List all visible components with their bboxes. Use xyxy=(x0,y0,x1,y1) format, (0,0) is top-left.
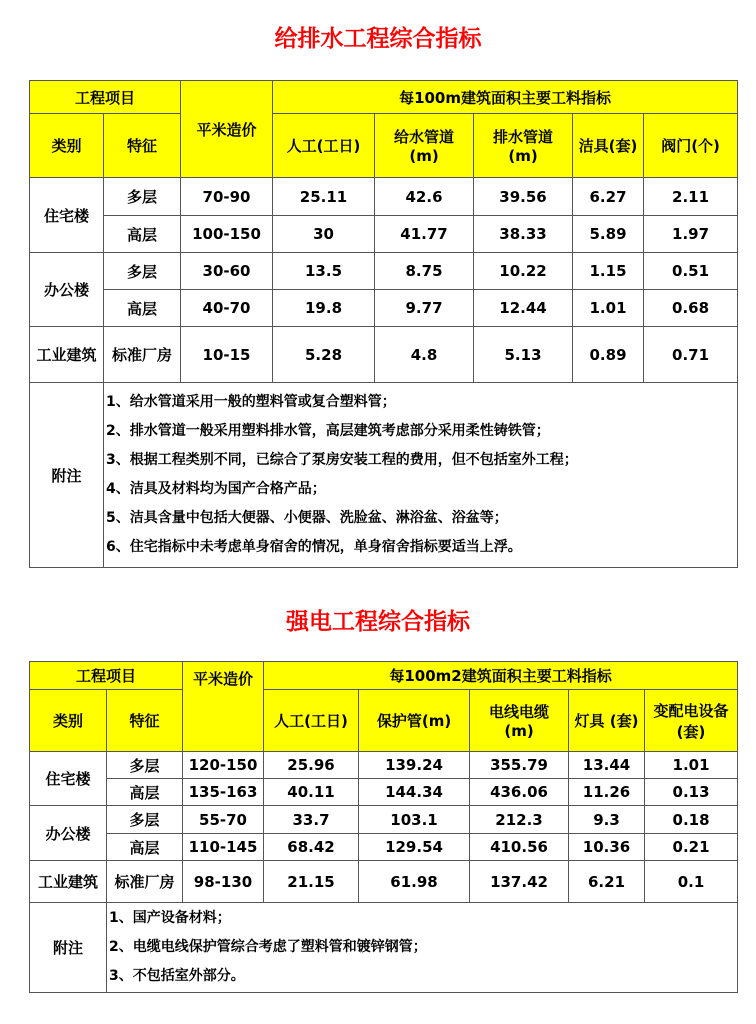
value-cell: 9.3 xyxy=(569,806,645,834)
value-cell: 8.75 xyxy=(375,253,474,290)
value-cell: 13.44 xyxy=(569,752,645,779)
value-cell: 11.26 xyxy=(569,779,645,806)
note-item: 3、不包括室外部分。 xyxy=(109,968,245,984)
header-feature: 特征 xyxy=(107,690,183,752)
note-item: 4、洁具及材料均为国产合格产品； xyxy=(106,481,326,497)
note-item: 6、住宅指标中未考虑单身宿舍的情况，单身宿舍指标要适当上浮。 xyxy=(106,539,522,555)
header-feature: 特征 xyxy=(104,114,181,178)
value-cell: 1.97 xyxy=(644,216,738,253)
value-cell: 21.15 xyxy=(264,861,359,903)
feature-cell: 标准厂房 xyxy=(104,327,181,383)
feature-cell: 多层 xyxy=(104,253,181,290)
notes-cell xyxy=(104,383,738,568)
header-price: 平米造价 xyxy=(181,81,273,178)
table-row xyxy=(30,806,738,834)
power-title: 强电工程综合指标 xyxy=(286,609,470,635)
power-indicator-table xyxy=(29,661,738,993)
value-cell: 39.56 xyxy=(474,178,573,216)
header-col-drain-pipe: 排水管道 (m) xyxy=(474,114,573,178)
notes-row xyxy=(30,903,738,993)
header-col-fixtures: 洁具(套) xyxy=(573,114,644,178)
table-row xyxy=(30,327,738,383)
value-cell: 137.42 xyxy=(470,861,569,903)
table-row xyxy=(30,290,738,327)
price-cell: 10-15 xyxy=(181,327,273,383)
feature-cell: 高层 xyxy=(104,290,181,327)
price-cell: 70-90 xyxy=(181,178,273,216)
note-item: 1、给水管道采用一般的塑料管或复合塑料管； xyxy=(106,394,396,410)
note-item: 2、电缆电线保护管综合考虑了塑料管和镀锌钢管； xyxy=(109,939,427,955)
value-cell: 212.3 xyxy=(470,806,569,834)
feature-cell: 多层 xyxy=(104,178,181,216)
value-cell: 144.34 xyxy=(359,779,470,806)
table-row xyxy=(30,216,738,253)
notes-row xyxy=(30,383,738,568)
header-category: 类别 xyxy=(30,690,107,752)
header-col-labor: 人工(工日) xyxy=(264,690,359,752)
header-category: 类别 xyxy=(30,114,104,178)
notes-label: 附注 xyxy=(30,383,104,568)
value-cell: 38.33 xyxy=(474,216,573,253)
header-price: 平米造价 xyxy=(183,662,264,752)
category-cell: 办公楼 xyxy=(30,253,104,327)
value-cell: 0.21 xyxy=(645,834,738,861)
value-cell: 5.13 xyxy=(474,327,573,383)
feature-cell: 多层 xyxy=(107,806,183,834)
price-cell: 100-150 xyxy=(181,216,273,253)
value-cell: 5.89 xyxy=(573,216,644,253)
value-cell: 13.5 xyxy=(273,253,375,290)
feature-cell: 高层 xyxy=(107,779,183,806)
value-cell: 0.71 xyxy=(644,327,738,383)
value-cell: 42.6 xyxy=(375,178,474,216)
value-cell: 410.56 xyxy=(470,834,569,861)
value-cell: 0.89 xyxy=(573,327,644,383)
category-cell: 住宅楼 xyxy=(30,178,104,253)
value-cell: 6.27 xyxy=(573,178,644,216)
price-cell: 135-163 xyxy=(183,779,264,806)
price-cell: 98-130 xyxy=(183,861,264,903)
value-cell: 139.24 xyxy=(359,752,470,779)
value-cell: 10.22 xyxy=(474,253,573,290)
feature-cell: 多层 xyxy=(107,752,183,779)
note-item: 2、排水管道一般采用塑料排水管，高层建筑考虑部分采用柔性铸铁管； xyxy=(106,423,550,439)
table-row xyxy=(30,861,738,903)
value-cell: 1.01 xyxy=(573,290,644,327)
header-col-cable: 电线电缆 (m) xyxy=(470,690,569,752)
value-cell: 6.21 xyxy=(569,861,645,903)
header-project: 工程项目 xyxy=(30,81,181,114)
price-cell: 30-60 xyxy=(181,253,273,290)
header-col-substation: 变配电设备 (套) xyxy=(645,690,738,752)
category-cell: 工业建筑 xyxy=(30,327,104,383)
value-cell: 30 xyxy=(273,216,375,253)
price-cell: 120-150 xyxy=(183,752,264,779)
value-cell: 40.11 xyxy=(264,779,359,806)
header-project: 工程项目 xyxy=(30,662,183,690)
value-cell: 0.13 xyxy=(645,779,738,806)
feature-cell: 高层 xyxy=(104,216,181,253)
value-cell: 4.8 xyxy=(375,327,474,383)
notes-label: 附注 xyxy=(30,903,107,993)
value-cell: 2.11 xyxy=(644,178,738,216)
value-cell: 61.98 xyxy=(359,861,470,903)
header-col-valves: 阀门(个) xyxy=(644,114,738,178)
table-row xyxy=(30,253,738,290)
header-col-conduit: 保护管(m) xyxy=(359,690,470,752)
header-indicator-group: 每100m2建筑面积主要工料指标 xyxy=(264,662,738,690)
value-cell: 129.54 xyxy=(359,834,470,861)
table-row xyxy=(30,834,738,861)
value-cell: 33.7 xyxy=(264,806,359,834)
note-item: 1、国产设备材料； xyxy=(109,910,231,926)
value-cell: 0.18 xyxy=(645,806,738,834)
feature-cell: 标准厂房 xyxy=(107,861,183,903)
notes-cell xyxy=(107,903,738,993)
category-cell: 住宅楼 xyxy=(30,752,107,806)
value-cell: 25.11 xyxy=(273,178,375,216)
value-cell: 0.68 xyxy=(644,290,738,327)
header-col-lamps: 灯具 (套) xyxy=(569,690,645,752)
price-cell: 55-70 xyxy=(183,806,264,834)
value-cell: 103.1 xyxy=(359,806,470,834)
value-cell: 0.1 xyxy=(645,861,738,903)
value-cell: 10.36 xyxy=(569,834,645,861)
value-cell: 41.77 xyxy=(375,216,474,253)
table-row xyxy=(30,752,738,779)
note-item: 3、根据工程类别不同，已综合了泵房安装工程的费用，但不包括室外工程； xyxy=(106,452,578,468)
table-row xyxy=(30,178,738,216)
water-indicator-table xyxy=(29,80,738,568)
value-cell: 9.77 xyxy=(375,290,474,327)
value-cell: 1.15 xyxy=(573,253,644,290)
water-title: 给排水工程综合指标 xyxy=(274,26,482,52)
feature-cell: 高层 xyxy=(107,834,183,861)
value-cell: 436.06 xyxy=(470,779,569,806)
value-cell: 5.28 xyxy=(273,327,375,383)
value-cell: 25.96 xyxy=(264,752,359,779)
value-cell: 68.42 xyxy=(264,834,359,861)
value-cell: 12.44 xyxy=(474,290,573,327)
note-item: 5、洁具含量中包括大便器、小便器、洗脸盆、淋浴盆、浴盆等； xyxy=(106,510,508,526)
value-cell: 19.8 xyxy=(273,290,375,327)
price-cell: 40-70 xyxy=(181,290,273,327)
price-cell: 110-145 xyxy=(183,834,264,861)
header-col-labor: 人工(工日) xyxy=(273,114,375,178)
category-cell: 办公楼 xyxy=(30,806,107,861)
table-row xyxy=(30,779,738,806)
value-cell: 355.79 xyxy=(470,752,569,779)
header-col-supply-pipe: 给水管道 (m) xyxy=(375,114,474,178)
value-cell: 0.51 xyxy=(644,253,738,290)
value-cell: 1.01 xyxy=(645,752,738,779)
header-indicator-group: 每100m建筑面积主要工料指标 xyxy=(273,81,738,114)
category-cell: 工业建筑 xyxy=(30,861,107,903)
